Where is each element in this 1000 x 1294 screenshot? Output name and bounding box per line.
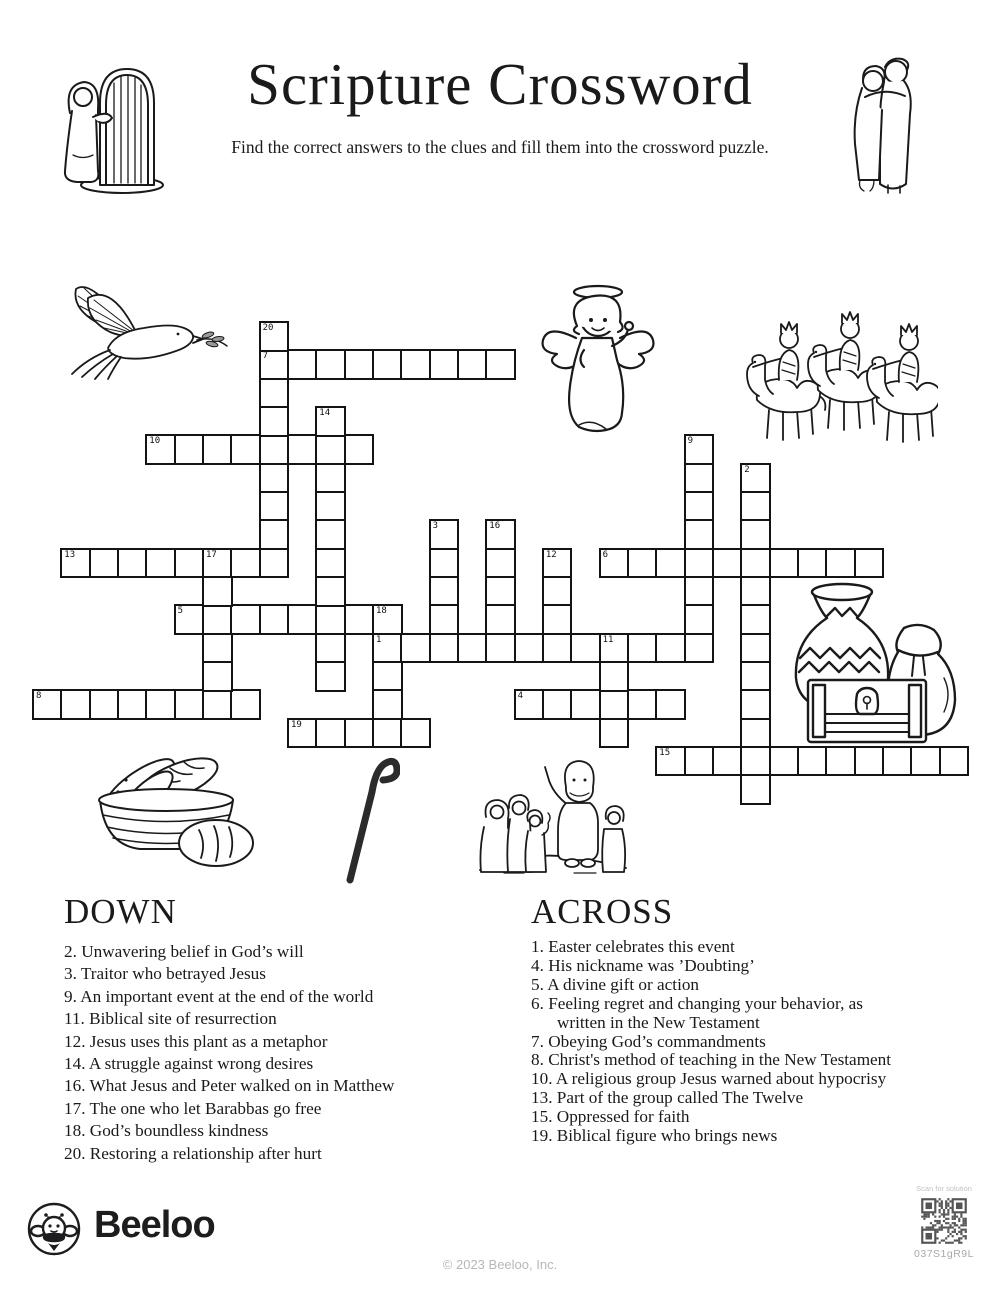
clue-item: 14. A struggle against wrong desires — [64, 1054, 314, 1074]
cell-number: 5 — [177, 606, 184, 617]
grid-cell[interactable] — [315, 406, 346, 437]
clue-item: 11. Biblical site of resurrection — [64, 1009, 277, 1029]
grid-cell[interactable] — [372, 661, 403, 692]
grid-cell[interactable] — [174, 434, 205, 465]
grid-cell[interactable] — [174, 548, 205, 579]
grid-cell[interactable] — [740, 774, 771, 805]
grid-cell[interactable] — [542, 604, 573, 635]
clue-item: 9. An important event at the end of the world — [64, 986, 374, 1006]
grid-cell[interactable] — [174, 604, 205, 635]
grid-cell[interactable] — [825, 548, 856, 579]
grid-cell[interactable] — [372, 718, 403, 749]
grid-cell[interactable] — [202, 689, 233, 720]
page-title: Scripture Crossword — [247, 51, 753, 117]
cell-number: 15 — [659, 747, 671, 758]
grid-cell[interactable] — [315, 718, 346, 749]
grid-cell[interactable] — [89, 689, 120, 720]
grid-cell[interactable] — [259, 378, 290, 409]
across-clue-list — [531, 938, 911, 1146]
grid-cell[interactable] — [315, 548, 346, 579]
qr-code-icon — [919, 1196, 969, 1246]
grid-cell[interactable] — [259, 406, 290, 437]
grid-cell[interactable] — [740, 463, 771, 494]
grid-cell[interactable] — [542, 576, 573, 607]
grid-cell[interactable] — [117, 548, 148, 579]
cell-number: 18 — [376, 606, 387, 617]
grid-cell[interactable] — [145, 548, 176, 579]
cell-number: 7 — [262, 351, 269, 362]
grid-cell[interactable] — [259, 434, 290, 465]
cell-number: 13 — [64, 549, 76, 560]
grid-cell[interactable] — [202, 633, 233, 664]
grid-cell[interactable] — [485, 576, 516, 607]
grid-cell[interactable] — [230, 689, 261, 720]
qr-block — [906, 1184, 982, 1260]
grid-cell[interactable] — [457, 349, 488, 380]
grid-cell[interactable] — [627, 689, 658, 720]
grid-cell[interactable] — [882, 746, 913, 777]
clue-item: 6. Feeling regret and changing your behavior, as written in the New Testament — [531, 993, 863, 1032]
cell-number: 4 — [517, 691, 524, 702]
cell-number: 2 — [744, 464, 750, 475]
grid-cell[interactable] — [202, 434, 233, 465]
grid-cell[interactable] — [485, 548, 516, 579]
grid-cell[interactable] — [684, 491, 715, 522]
page-subtitle: Find the correct answers to the clues and fill them into the crossword puzzle. — [231, 137, 769, 157]
grid-cell[interactable] — [627, 548, 658, 579]
grid-cell[interactable] — [89, 548, 120, 579]
grid-cell[interactable] — [485, 633, 516, 664]
grid-cell[interactable] — [315, 349, 346, 380]
cell-number: 19 — [291, 719, 302, 730]
grid-cell[interactable] — [740, 746, 771, 777]
qr-caption: Scan for solution — [916, 1184, 972, 1193]
clue-item: 2. Unwavering belief in God’s will — [64, 942, 304, 961]
grid-cell[interactable] — [910, 746, 941, 777]
grid-cell[interactable] — [400, 349, 431, 380]
grid-cell[interactable] — [769, 548, 800, 579]
grid-cell[interactable] — [429, 576, 460, 607]
grid-cell[interactable] — [684, 633, 715, 664]
grid-cell[interactable] — [825, 746, 856, 777]
cell-number: 17 — [206, 549, 217, 560]
grid-cell[interactable] — [684, 604, 715, 635]
grid-cell[interactable] — [315, 576, 346, 607]
grid-cell[interactable] — [740, 689, 771, 720]
clue-item: 19. Biblical figure who brings news — [531, 1126, 778, 1146]
grid-cell[interactable] — [315, 434, 346, 465]
grid-cell[interactable] — [372, 689, 403, 720]
grid-cell[interactable] — [599, 633, 630, 664]
grid-cell[interactable] — [344, 604, 375, 635]
grid-cell[interactable] — [315, 661, 346, 692]
qr-code-id: 037S1gR9L — [914, 1248, 974, 1260]
cell-number: 14 — [319, 408, 331, 418]
grid-cell[interactable] — [32, 689, 63, 720]
clue-item: 5. A divine gift or action — [531, 974, 700, 994]
grid-cell[interactable] — [740, 576, 771, 607]
across-heading: ACROSS — [531, 892, 674, 931]
clue-item: 15. Oppressed for faith — [531, 1107, 690, 1127]
clue-item: 1. Easter celebrates this event — [531, 937, 735, 956]
grid-cell[interactable] — [740, 661, 771, 692]
grid-cell[interactable] — [854, 548, 885, 579]
grid-cell[interactable] — [315, 491, 346, 522]
grid-cell[interactable] — [599, 548, 630, 579]
grid-cell[interactable] — [259, 349, 290, 380]
grid-cell[interactable] — [145, 689, 176, 720]
cell-number: 16 — [489, 521, 501, 532]
clue-item: 17. The one who let Barabbas go free — [64, 1098, 322, 1118]
cell-number: 6 — [602, 549, 609, 560]
clue-item: 8. Christ's method of teaching in the New Testament — [531, 1050, 892, 1070]
grid-cell[interactable] — [287, 604, 318, 635]
grid-cell[interactable] — [259, 321, 290, 352]
cell-number: 3 — [432, 521, 439, 532]
grid-cell[interactable] — [259, 604, 290, 635]
grid-cell[interactable] — [202, 661, 233, 692]
grid-cell[interactable] — [485, 349, 516, 380]
grid-cell[interactable] — [684, 548, 715, 579]
grid-cell[interactable] — [599, 689, 630, 720]
grid-cell[interactable] — [740, 491, 771, 522]
grid-cell[interactable] — [315, 633, 346, 664]
grid-cell[interactable] — [712, 746, 743, 777]
beeloo-logo-icon — [26, 1201, 82, 1257]
grid-cell[interactable] — [429, 604, 460, 635]
brand-name: Beeloo — [94, 1204, 215, 1246]
grid-cell[interactable] — [174, 689, 205, 720]
grid-cell[interactable] — [797, 548, 828, 579]
grid-cell[interactable] — [740, 633, 771, 664]
grid-cell[interactable] — [372, 633, 403, 664]
grid-cell[interactable] — [655, 689, 686, 720]
grid-cell[interactable] — [315, 604, 346, 635]
grid-cell[interactable] — [712, 548, 743, 579]
grid-cell[interactable] — [259, 519, 290, 550]
grid-cell[interactable] — [684, 746, 715, 777]
cell-number: 1 — [376, 634, 382, 645]
grid-cell[interactable] — [655, 548, 686, 579]
grid-cell[interactable] — [684, 576, 715, 607]
grid-cell[interactable] — [797, 746, 828, 777]
down-clue-list — [64, 941, 496, 1165]
grid-cell[interactable] — [485, 519, 516, 550]
grid-cell[interactable] — [315, 519, 346, 550]
grid-cell[interactable] — [315, 463, 346, 494]
grid-cell[interactable] — [60, 689, 91, 720]
woman-at-door-icon — [58, 55, 166, 197]
grid-cell[interactable] — [230, 604, 261, 635]
grid-cell[interactable] — [740, 548, 771, 579]
grid-cell[interactable] — [259, 463, 290, 494]
grid-cell[interactable] — [542, 633, 573, 664]
grid-cell[interactable] — [372, 349, 403, 380]
clue-item: 4. His nickname was ’Doubting’ — [531, 955, 755, 975]
grid-cell[interactable] — [202, 604, 233, 635]
grid-cell[interactable] — [400, 718, 431, 749]
copyright: © 2023 Beeloo, Inc. — [442, 1257, 558, 1272]
grid-cell[interactable] — [259, 491, 290, 522]
grid-cell[interactable] — [599, 661, 630, 692]
grid-cell[interactable] — [655, 746, 686, 777]
grid-cell[interactable] — [344, 434, 375, 465]
cell-number: 12 — [545, 549, 557, 560]
grid-cell[interactable] — [684, 463, 715, 494]
grid-cell[interactable] — [514, 633, 545, 664]
grid-cell[interactable] — [485, 604, 516, 635]
grid-cell[interactable] — [400, 633, 431, 664]
grid-cell[interactable] — [117, 689, 148, 720]
grid-cell[interactable] — [259, 548, 290, 579]
grid-cell[interactable] — [542, 689, 573, 720]
cell-number: 8 — [36, 691, 42, 702]
clue-item: 3. Traitor who betrayed Jesus — [64, 964, 266, 984]
grid-cell[interactable] — [627, 633, 658, 664]
clue-item: 10. A religious group Jesus warned about hypocrisy — [531, 1069, 887, 1089]
grid-cell[interactable] — [514, 689, 545, 720]
grid-cell[interactable] — [740, 519, 771, 550]
clue-item: 12. Jesus uses this plant as a metaphor — [64, 1031, 328, 1051]
grid-cell[interactable] — [429, 633, 460, 664]
clue-item: 13. Part of the group called The Twelve — [531, 1088, 804, 1108]
grid-cell[interactable] — [429, 349, 460, 380]
grid-cell[interactable] — [202, 548, 233, 579]
grid-cell[interactable] — [457, 633, 488, 664]
grid-cell[interactable] — [429, 519, 460, 550]
grid-cell[interactable] — [740, 604, 771, 635]
grid-cell[interactable] — [372, 604, 403, 635]
grid-cell[interactable] — [202, 576, 233, 607]
grid-cell[interactable] — [570, 633, 601, 664]
grid-cell[interactable] — [570, 689, 601, 720]
grid-cell[interactable] — [740, 718, 771, 749]
grid-cell[interactable] — [344, 718, 375, 749]
clue-item: 7. Obeying God’s commandments — [531, 1031, 766, 1051]
friends-embracing-icon — [840, 52, 930, 197]
down-heading: DOWN — [64, 892, 177, 931]
grid-cell[interactable] — [344, 349, 375, 380]
crossword-grid — [32, 321, 969, 805]
grid-cell[interactable] — [287, 349, 318, 380]
grid-cell[interactable] — [854, 746, 885, 777]
grid-cell[interactable] — [939, 746, 970, 777]
cell-number: 11 — [602, 634, 614, 645]
grid-cell[interactable] — [684, 519, 715, 550]
clue-item: 20. Restoring a relationship after hurt — [64, 1143, 322, 1163]
grid-cell[interactable] — [230, 434, 261, 465]
grid-cell[interactable] — [287, 718, 318, 749]
grid-cell[interactable] — [655, 633, 686, 664]
grid-cell[interactable] — [542, 548, 573, 579]
cell-number: 20 — [262, 323, 274, 333]
grid-cell[interactable] — [287, 434, 318, 465]
clue-item: 16. What Jesus and Peter walked on in Matthew — [64, 1076, 395, 1096]
grid-cell[interactable] — [230, 548, 261, 579]
cell-number: 9 — [687, 436, 694, 447]
grid-cell[interactable] — [60, 548, 91, 579]
cell-number: 10 — [149, 436, 161, 447]
clue-item: 18. God’s boundless kindness — [64, 1121, 269, 1141]
grid-cell[interactable] — [429, 548, 460, 579]
grid-cell[interactable] — [769, 746, 800, 777]
grid-cell[interactable] — [145, 434, 176, 465]
grid-cell[interactable] — [684, 434, 715, 465]
grid-cell[interactable] — [599, 718, 630, 749]
